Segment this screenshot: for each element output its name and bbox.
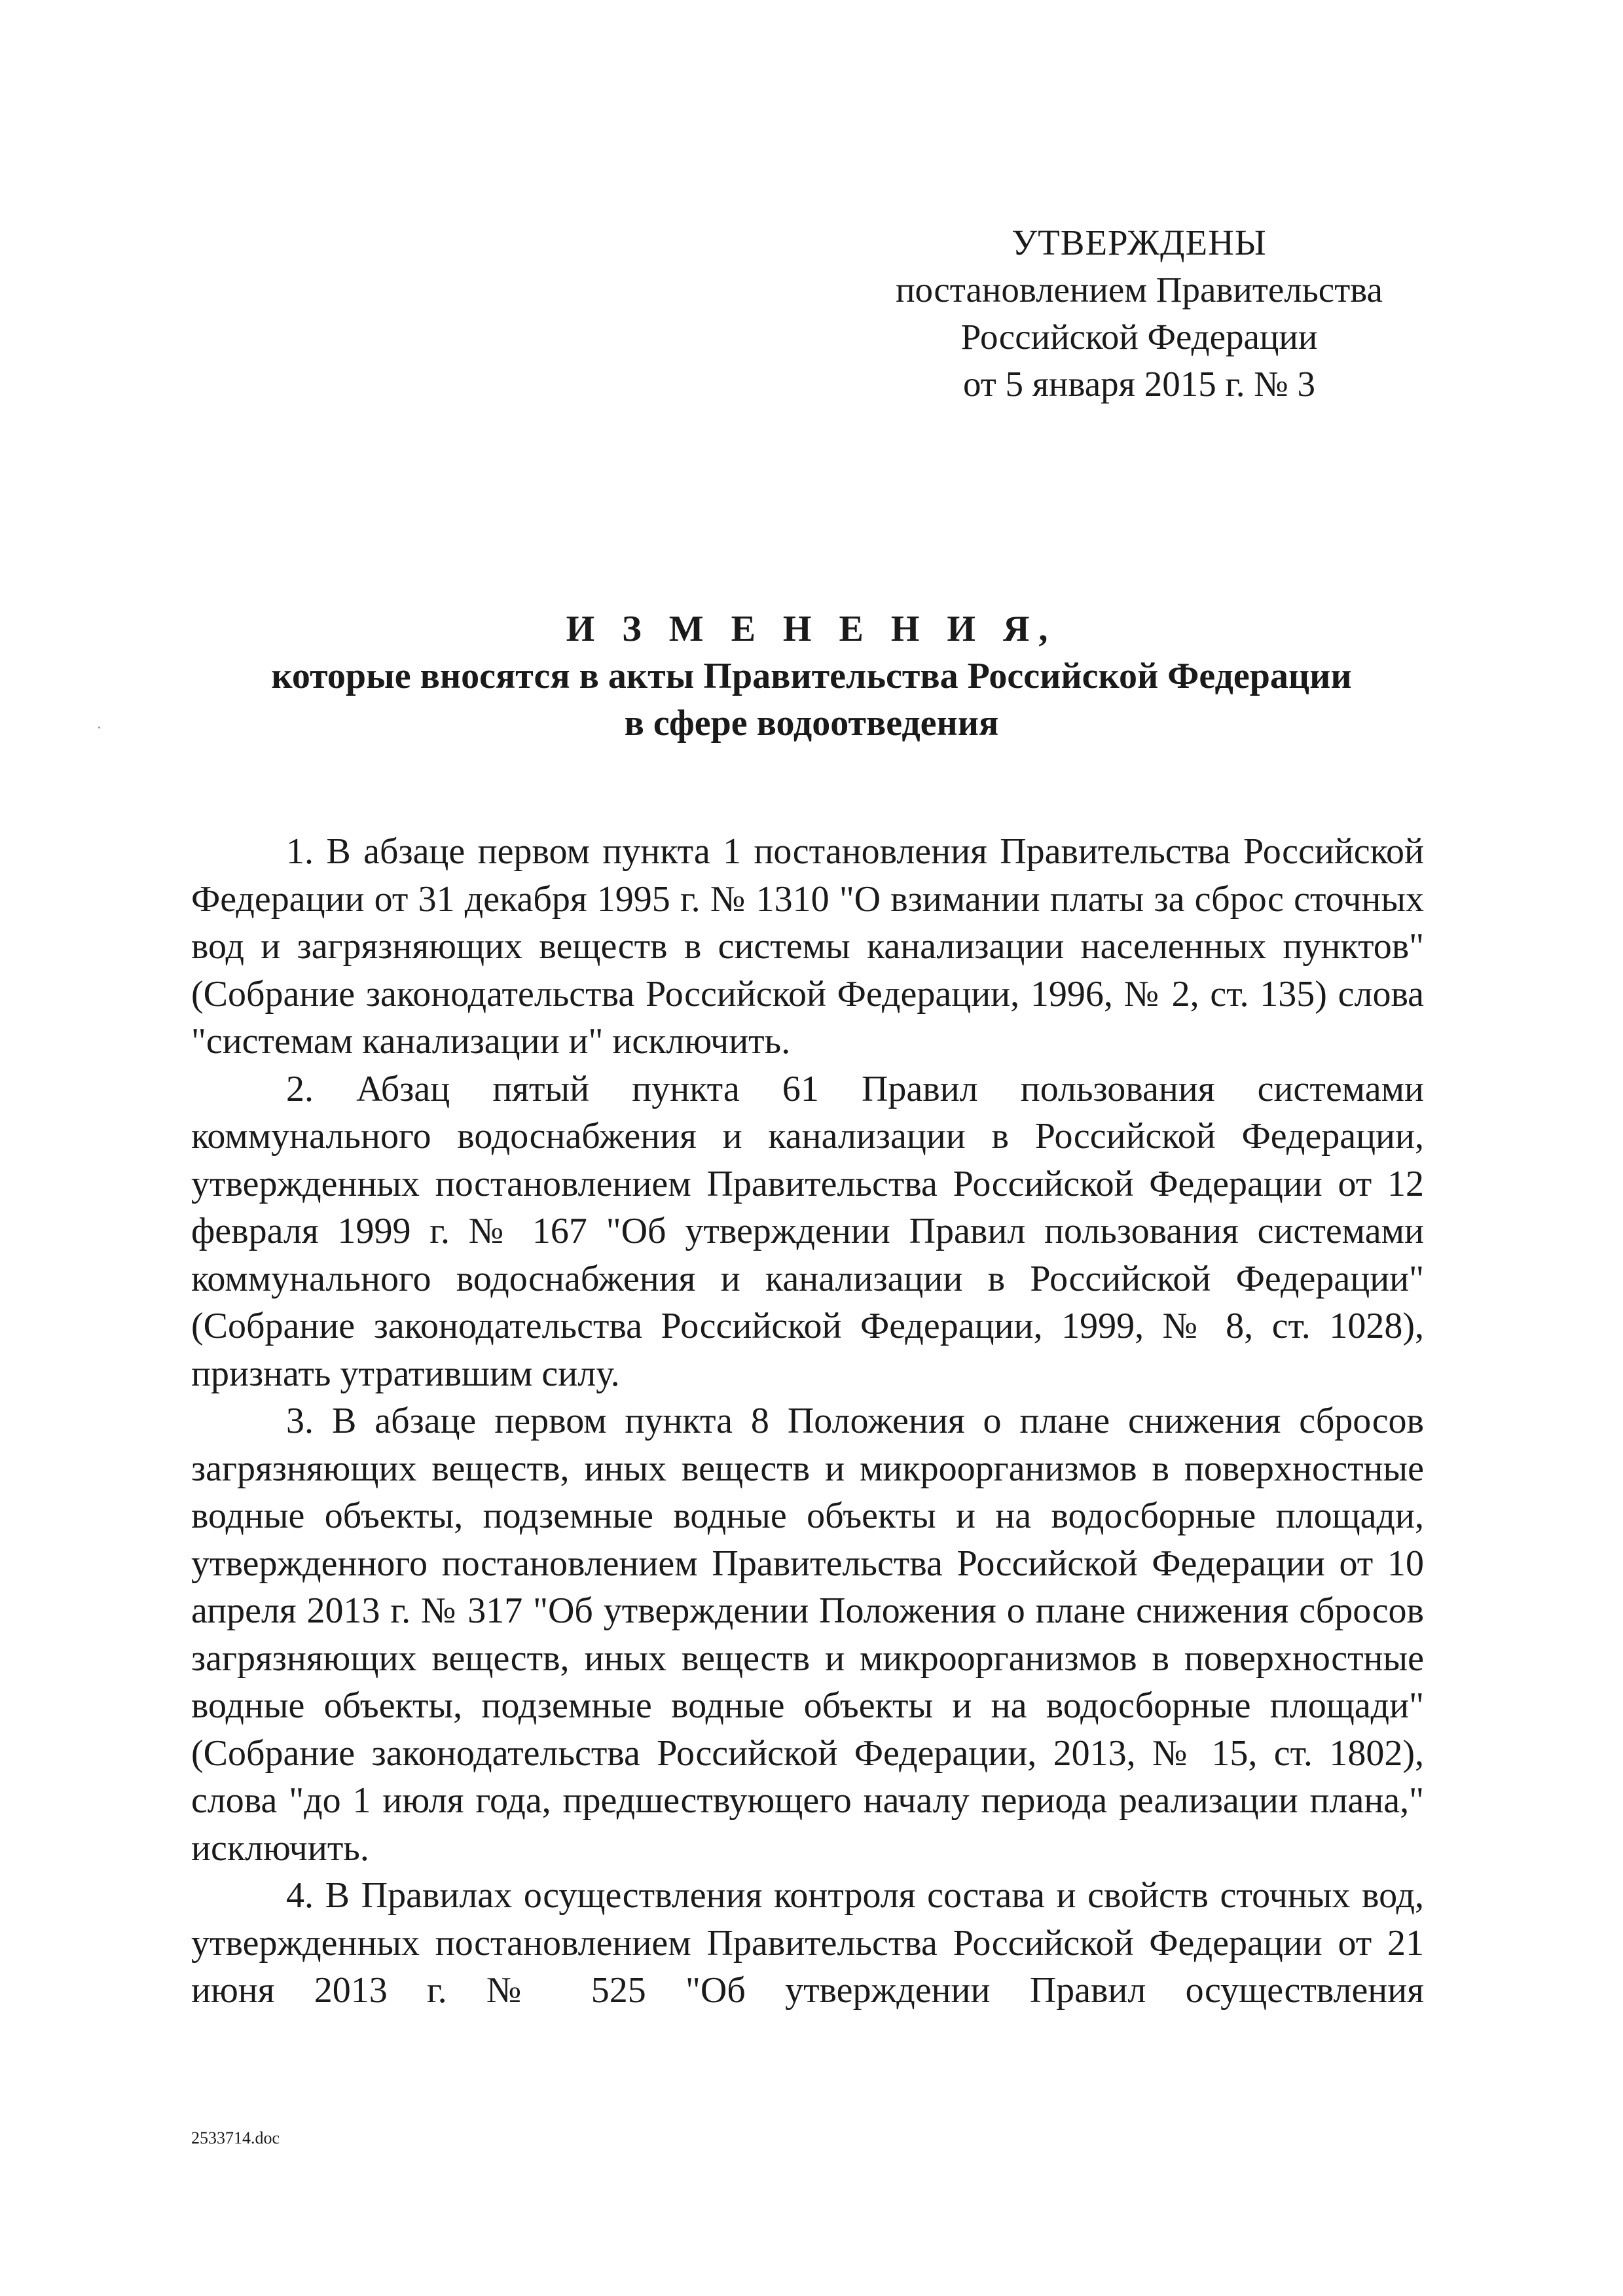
approval-title: УТВЕРЖДЕНЫ (1012, 223, 1267, 262)
approval-line-decree: постановлением Правительства (896, 270, 1383, 310)
paragraph-4: 4. В Правилах осуществления контроля состава и свойств сточных вод, утвержденных постановлением Правительства Российской Федерации от 21 июня 2013 г. № 525 "Об утверждении Правил осуществления (191, 1875, 1424, 2011)
approval-line-date-number: от 5 января 2015 г. № 3 (962, 364, 1316, 404)
paragraph-1: 1. В абзаце первом пункта 1 постановления Правительства Российской Федерации от 31 декабря 1995 г. № 1310 "О взимании платы за сброс сточных вод и загрязняющих веществ в системы канализации населенных пунктов" (Собрание законодательства Российской Федерации, 1996, № 2, ст. 135) слова "системам канализации и" исключить. (191, 831, 1424, 1062)
scan-speck (98, 726, 100, 728)
heading-subtitle-line2: в сфере водоотведения (624, 703, 999, 744)
approval-line-government: Российской Федерации (960, 317, 1318, 357)
heading-title: И З М Е Н Е Н И Я, (566, 609, 1057, 649)
footer-file-name: 2533714.doc (191, 2128, 280, 2147)
document-body (191, 828, 1424, 2015)
heading-subtitle-line1: которые вносятся в акты Правительства Российской Федерации (271, 656, 1352, 696)
paragraph-3: 3. В абзаце первом пункта 8 Положения о плане снижения сбросов загрязняющих веществ, иных веществ и микроорганизмов в поверхностные водные объекты, подземные водные объекты и на водосборные площади, утвержденного постановлением Правительства Российской Федерации от 10 апреля 2013 г. № 317 "Об утверждении Положения о плане снижения сбросов загрязняющих веществ, иных веществ и микроорганизмов в поверхностные водные объекты, подземные водные объекты и на водосборные площади" (Собрание законодательства Российской Федерации, 2013, № 15, ст. 1802), слова "до 1 июля года, предшествующего началу периода реализации плана," исключить. (191, 1401, 1424, 1869)
approval-block (845, 219, 1434, 408)
document-heading (0, 605, 1623, 747)
paragraph-2: 2. Абзац пятый пункта 61 Правил пользования системами коммунального водоснабжения и канализации в Российской Федерации, утвержденных постановлением Правительства Российской Федерации от 12 февраля 1999 г. № 167 "Об утверждении Правил пользования системами коммунального водоснабжения и канализации в Российской Федерации" (Собрание законодательства Российской Федерации, 1999, № 8, ст. 1028), признать утратившим силу. (191, 1068, 1424, 1394)
